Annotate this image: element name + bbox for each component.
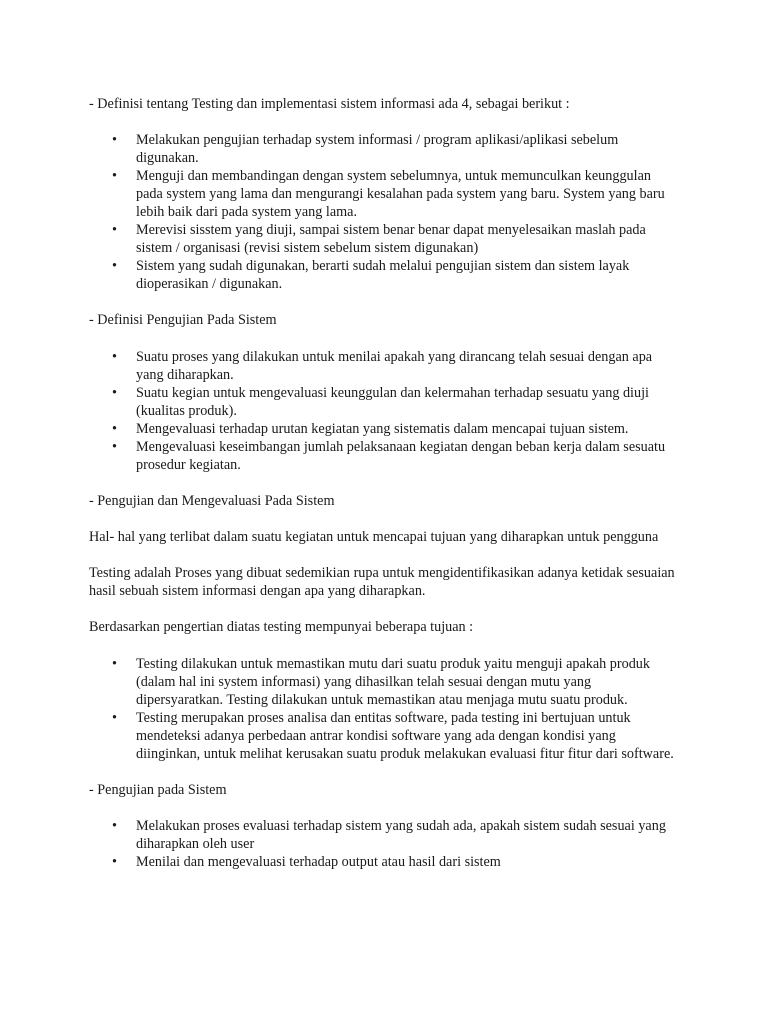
list-item: • Melakukan proses evaluasi terhadap sistem yang sudah ada, apakah sistem sudah sesuai yang diharapkan oleh user [112, 818, 666, 852]
list-item: • Testing dilakukan untuk memastikan mutu dari suatu produk yaitu menguji apakah produk (dalam hal ini system informasi) yang dihasilkan telah sesuai dengan mutu yang dipersyaratkan. Testing dilakukan untuk memastikan atau menjaga mutu suatu produk. [112, 656, 650, 708]
bullet-icon: • [112, 818, 117, 834]
bullet-icon: • [112, 854, 117, 870]
bullet-icon: • [112, 168, 117, 184]
list-definisi-pengujian [89, 348, 680, 474]
list-pengujian-sistem [89, 817, 680, 871]
list-tujuan-testing [89, 655, 680, 763]
bullet-icon: • [112, 656, 117, 672]
bullet-icon: • [112, 421, 117, 437]
bullet-icon: • [112, 222, 117, 238]
paragraph-tujuan-intro: Berdasarkan pengertian diatas testing mempunyai beberapa tujuan : [89, 619, 474, 635]
paragraph-hal-terlibat: Hal- hal yang terlibat dalam suatu kegiatan untuk mencapai tujuan yang diharapkan untuk pengguna [89, 529, 659, 545]
bullet-icon: • [112, 439, 117, 455]
bullet-icon: • [112, 710, 117, 726]
heading-pengujian-evaluasi: - Pengujian dan Mengevaluasi Pada Sistem [89, 493, 335, 509]
list-item: • Merevisi sisstem yang diuji, sampai sistem benar benar dapat menyelesaikan maslah pada sistem / organisasi (revisi sistem sebelum sistem digunakan) [112, 222, 646, 256]
list-item: • Sistem yang sudah digunakan, berarti sudah melalui pengujian sistem dan sistem layak dioperasikan / digunakan. [112, 258, 630, 292]
paragraph-testing-definition: Testing adalah Proses yang dibuat sedemikian rupa untuk mengidentifikasikan adanya ketidak sesuaian hasil sebuah sistem informasi dengan apa yang diharapkan. [89, 565, 675, 599]
list-item: • Mengevaluasi terhadap urutan kegiatan yang sistematis dalam mencapai tujuan sistem. [112, 421, 629, 437]
list-item: • Testing merupakan proses analisa dan entitas software, pada testing ini bertujuan untuk mendeteksi adanya perbedaan antrar kondisi software yang ada dengan kondisi yang diinginkan, untuk melihat kerusakan suatu produk melakukan evaluasi fitur fitur dari software. [112, 710, 674, 762]
bullet-icon: • [112, 349, 117, 365]
list-item: • Menguji dan membandingan dengan system sebelumnya, untuk memunculkan keunggulan pada system yang lama dan mengurangi kesalahan pada system yang baru. System yang baru lebih baik dari pada system yang lama. [112, 168, 665, 220]
heading-definisi-testing: - Definisi tentang Testing dan implementasi sistem informasi ada 4, sebagai berikut : [89, 96, 570, 112]
bullet-icon: • [112, 258, 117, 274]
heading-pengujian-sistem: - Pengujian pada Sistem [89, 782, 227, 798]
list-item: • Suatu proses yang dilakukan untuk menilai apakah yang dirancang telah sesuai dengan apa yang diharapkan. [112, 349, 653, 383]
list-definisi-testing [89, 131, 680, 293]
list-item: • Menilai dan mengevaluasi terhadap output atau hasil dari sistem [112, 854, 501, 870]
heading-definisi-pengujian: - Definisi Pengujian Pada Sistem [89, 312, 277, 328]
list-item: • Suatu kegian untuk mengevaluasi keunggulan dan kelermahan terhadap sesuatu yang diuji (kualitas produk). [112, 385, 649, 419]
list-item: • Melakukan pengujian terhadap system informasi / program aplikasi/aplikasi sebelum digunakan. [112, 132, 619, 166]
list-item: • Mengevaluasi keseimbangan jumlah pelaksanaan kegiatan dengan beban kerja dalam sesuatu prosedur kegiatan. [112, 439, 666, 473]
bullet-icon: • [112, 385, 117, 401]
bullet-icon: • [112, 132, 117, 148]
